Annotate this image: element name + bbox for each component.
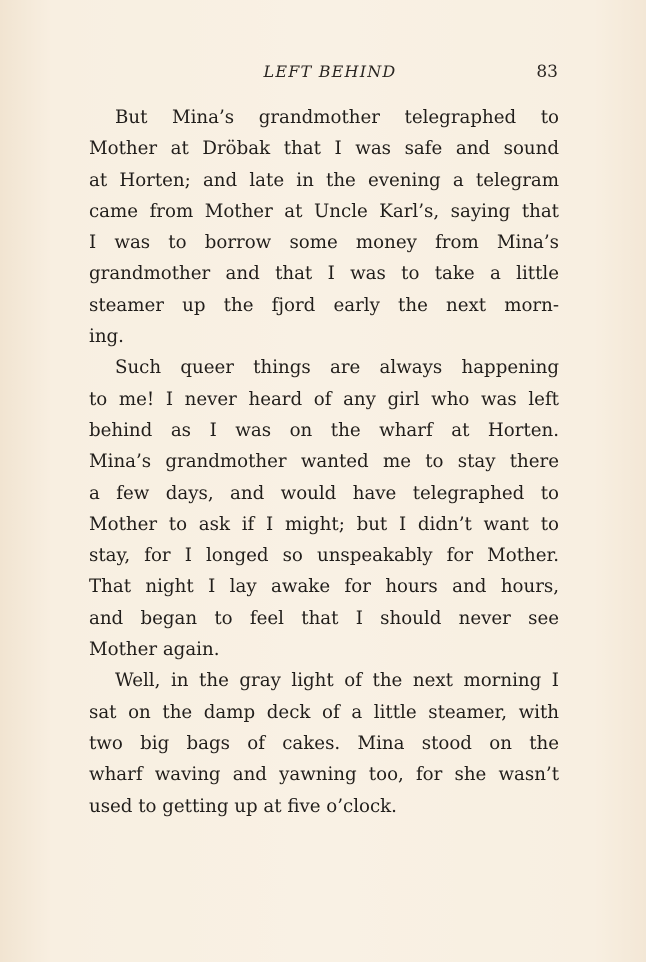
text-line: stay, for I longed so unspeakably for Mother. [89,545,559,567]
text-line: a few days, and would have telegraphed to [89,482,559,504]
page-header [88,62,558,90]
text-line: Mina’s grandmother wanted me to stay there [89,451,559,473]
text-line: sat on the damp deck of a little steamer, with [89,701,559,723]
text-line: Mother at Dröbak that I was safe and sound [89,138,559,160]
text-line: to me! I never heard of any girl who was left [89,388,559,410]
text-line: Mother to ask if I might; but I didn’t want to [89,513,559,535]
text-line: came from Mother at Uncle Karl’s, saying that [89,200,559,222]
text-line: I was to borrow some money from Mina’s [89,232,559,254]
running-head: LEFT BEHIND [263,62,397,81]
text-line: Mother again. [89,639,220,661]
text-line: at Horten; and late in the evening a telegram [89,169,559,191]
text-line: wharf waving and yawning too, for she wasn’t [89,764,559,786]
text-line: and began to feel that I should never see [89,607,559,629]
text-line: Well, in the gray light of the next morning I [115,670,559,692]
text-line: But Mina’s grandmother telegraphed to [115,107,559,128]
text-line: grandmother and that I was to take a little [89,263,559,285]
text-line: steamer up the fjord early the next morn- [89,294,559,316]
text-line: two big bags of cakes. Mina stood on the [89,732,559,754]
text-line: ing. [89,326,124,348]
text-line: That night I lay awake for hours and hours, [89,576,559,598]
text-line: Such queer things are always happening [115,357,559,379]
body-text [89,102,559,822]
page-number: 83 [536,62,558,82]
text-line: used to getting up at five o’clock. [89,795,397,817]
text-line: behind as I was on the wharf at Horten. [89,419,559,441]
